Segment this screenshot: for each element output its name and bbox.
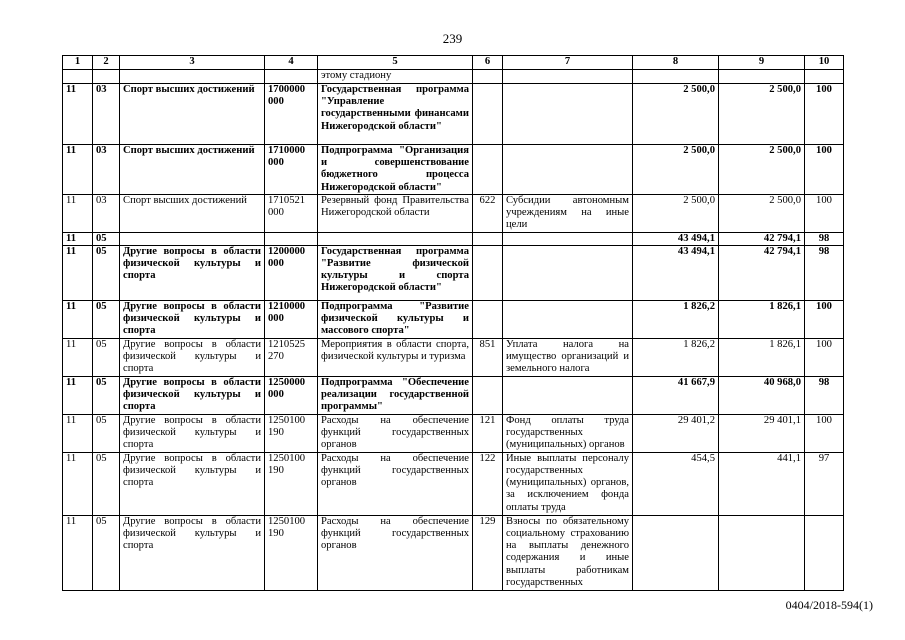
table-row: [63, 338, 844, 376]
executed-amount-cell: 2 500,0: [719, 195, 805, 233]
section-name-cell: Спорт высших достижений: [120, 84, 265, 145]
subsection-cell: 05: [93, 338, 120, 376]
percent-cell: 100: [805, 414, 844, 452]
target-name-cell: Подпрограмма "Организация и совершенствование бюджетного процесса Нижегородской области": [318, 145, 473, 195]
column-header: 5: [318, 56, 473, 70]
percent-cell: 97: [805, 452, 844, 515]
section-cell: 11: [63, 145, 93, 195]
section-cell: 11: [63, 515, 93, 590]
executed-amount-cell: 441,1: [719, 452, 805, 515]
expense-type-code-cell: [473, 145, 503, 195]
header-row: [63, 56, 844, 70]
planned-amount-cell: 1 826,2: [633, 300, 719, 338]
planned-amount-cell: 43 494,1: [633, 245, 719, 300]
target-name-cell: Подпрограмма "Развитие физической культуры и массового спорта": [318, 300, 473, 338]
planned-amount-cell: 41 667,9: [633, 376, 719, 414]
planned-amount-cell: 2 500,0: [633, 145, 719, 195]
target-name-cell: Государственная программа "Управление государственными финансами Нижегородской области": [318, 84, 473, 145]
expense-type-code-cell: 121: [473, 414, 503, 452]
table-row: [63, 300, 844, 338]
section-cell: 11: [63, 195, 93, 233]
target-name-cell: Резервный фонд Правительства Нижегородской области: [318, 195, 473, 233]
percent-cell: 100: [805, 338, 844, 376]
target-name-cell: [318, 232, 473, 245]
section-cell: [63, 70, 93, 84]
target-code-cell: 1710000 000: [265, 145, 318, 195]
expense-type-code-cell: [473, 376, 503, 414]
subsection-cell: 03: [93, 195, 120, 233]
subsection-cell: 05: [93, 300, 120, 338]
section-cell: 11: [63, 300, 93, 338]
percent-cell: 98: [805, 245, 844, 300]
executed-amount-cell: 1 826,1: [719, 300, 805, 338]
target-name-cell: Подпрограмма "Обеспечение реализации государственной программы": [318, 376, 473, 414]
column-header: 8: [633, 56, 719, 70]
expense-type-name-cell: [503, 245, 633, 300]
percent-cell: 98: [805, 232, 844, 245]
target-code-cell: 1210525 270: [265, 338, 318, 376]
section-name-cell: Другие вопросы в области физической культуры и спорта: [120, 452, 265, 515]
executed-amount-cell: 42 794,1: [719, 245, 805, 300]
table-row: [63, 515, 844, 590]
planned-amount-cell: 2 500,0: [633, 84, 719, 145]
table-row: [63, 145, 844, 195]
executed-amount-cell: 42 794,1: [719, 232, 805, 245]
planned-amount-cell: 29 401,2: [633, 414, 719, 452]
target-code-cell: [265, 232, 318, 245]
target-code-cell: 1710521 000: [265, 195, 318, 233]
expense-type-name-cell: [503, 84, 633, 145]
executed-amount-cell: 2 500,0: [719, 145, 805, 195]
expense-type-name-cell: [503, 70, 633, 84]
expense-type-code-cell: 129: [473, 515, 503, 590]
target-code-cell: [265, 70, 318, 84]
expense-type-name-cell: Иные выплаты персоналу государственных (муниципальных) органов, за исключением фонда оплаты труда: [503, 452, 633, 515]
target-code-cell: 1210000 000: [265, 300, 318, 338]
budget-table: [62, 55, 844, 591]
section-name-cell: Другие вопросы в области физической культуры и спорта: [120, 414, 265, 452]
section-cell: 11: [63, 376, 93, 414]
subsection-cell: 03: [93, 145, 120, 195]
target-code-cell: 1250100 190: [265, 452, 318, 515]
section-name-cell: [120, 70, 265, 84]
table-row: [63, 376, 844, 414]
planned-amount-cell: 2 500,0: [633, 195, 719, 233]
target-name-cell: Расходы на обеспечение функций государственных органов: [318, 515, 473, 590]
subsection-cell: [93, 70, 120, 84]
column-header: 3: [120, 56, 265, 70]
expense-type-code-cell: 122: [473, 452, 503, 515]
subsection-cell: 03: [93, 84, 120, 145]
document-code: 0404/2018-594(1): [785, 598, 873, 612]
section-cell: 11: [63, 245, 93, 300]
table-row: [63, 414, 844, 452]
section-name-cell: Спорт высших достижений: [120, 195, 265, 233]
subsection-cell: 05: [93, 245, 120, 300]
percent-cell: 100: [805, 300, 844, 338]
target-name-cell: Мероприятия в области спорта, физической культуры и туризма: [318, 338, 473, 376]
executed-amount-cell: 2 500,0: [719, 84, 805, 145]
section-cell: 11: [63, 414, 93, 452]
expense-type-name-cell: [503, 145, 633, 195]
expense-type-code-cell: [473, 84, 503, 145]
expense-type-code-cell: [473, 70, 503, 84]
table-row: [63, 232, 844, 245]
expense-type-name-cell: Субсидии автономным учреждениям на иные цели: [503, 195, 633, 233]
percent-cell: [805, 515, 844, 590]
subsection-cell: 05: [93, 376, 120, 414]
planned-amount-cell: 43 494,1: [633, 232, 719, 245]
subsection-cell: 05: [93, 232, 120, 245]
expense-type-name-cell: [503, 376, 633, 414]
section-name-cell: Другие вопросы в области физической культуры и спорта: [120, 515, 265, 590]
section-name-cell: Спорт высших достижений: [120, 145, 265, 195]
percent-cell: 100: [805, 84, 844, 145]
section-name-cell: Другие вопросы в области физической культуры и спорта: [120, 245, 265, 300]
planned-amount-cell: 1 826,2: [633, 338, 719, 376]
expense-type-code-cell: [473, 232, 503, 245]
expense-type-code-cell: [473, 245, 503, 300]
table-row: [63, 195, 844, 233]
expense-type-name-cell: [503, 300, 633, 338]
section-name-cell: Другие вопросы в области физической культуры и спорта: [120, 376, 265, 414]
expense-type-name-cell: Фонд оплаты труда государственных (муниципальных) органов: [503, 414, 633, 452]
target-name-cell: Расходы на обеспечение функций государственных органов: [318, 452, 473, 515]
column-header: 7: [503, 56, 633, 70]
executed-amount-cell: 40 968,0: [719, 376, 805, 414]
column-header: 10: [805, 56, 844, 70]
planned-amount-cell: 454,5: [633, 452, 719, 515]
percent-cell: 100: [805, 195, 844, 233]
percent-cell: [805, 70, 844, 84]
expense-type-code-cell: [473, 300, 503, 338]
target-code-cell: 1200000 000: [265, 245, 318, 300]
section-cell: 11: [63, 338, 93, 376]
target-name-cell: этому стадиону: [318, 70, 473, 84]
target-code-cell: 1250000 000: [265, 376, 318, 414]
table-row: [63, 70, 844, 84]
section-cell: 11: [63, 84, 93, 145]
planned-amount-cell: [633, 70, 719, 84]
expense-type-code-cell: 851: [473, 338, 503, 376]
subsection-cell: 05: [93, 452, 120, 515]
section-name-cell: [120, 232, 265, 245]
planned-amount-cell: [633, 515, 719, 590]
column-header: 2: [93, 56, 120, 70]
column-header: 4: [265, 56, 318, 70]
target-code-cell: 1250100 190: [265, 414, 318, 452]
subsection-cell: 05: [93, 515, 120, 590]
column-header: 6: [473, 56, 503, 70]
section-cell: 11: [63, 452, 93, 515]
column-header: 1: [63, 56, 93, 70]
section-name-cell: Другие вопросы в области физической культуры и спорта: [120, 300, 265, 338]
table-row: [63, 245, 844, 300]
target-code-cell: 1250100 190: [265, 515, 318, 590]
column-header: 9: [719, 56, 805, 70]
section-cell: 11: [63, 232, 93, 245]
subsection-cell: 05: [93, 414, 120, 452]
percent-cell: 98: [805, 376, 844, 414]
expense-type-name-cell: [503, 232, 633, 245]
target-name-cell: Государственная программа "Развитие физической культуры и спорта Нижегородской области": [318, 245, 473, 300]
target-code-cell: 1700000 000: [265, 84, 318, 145]
executed-amount-cell: [719, 70, 805, 84]
expense-type-name-cell: Уплата налога на имущество организаций и земельного налога: [503, 338, 633, 376]
percent-cell: 100: [805, 145, 844, 195]
target-name-cell: Расходы на обеспечение функций государственных органов: [318, 414, 473, 452]
table-row: [63, 84, 844, 145]
executed-amount-cell: 29 401,1: [719, 414, 805, 452]
page-number: 239: [442, 31, 463, 46]
expense-type-code-cell: 622: [473, 195, 503, 233]
expense-type-name-cell: Взносы по обязательному социальному страхованию на выплаты денежного содержания и иные выплаты работникам государственных: [503, 515, 633, 590]
table-row: [63, 452, 844, 515]
section-name-cell: Другие вопросы в области физической культуры и спорта: [120, 338, 265, 376]
executed-amount-cell: 1 826,1: [719, 338, 805, 376]
executed-amount-cell: [719, 515, 805, 590]
